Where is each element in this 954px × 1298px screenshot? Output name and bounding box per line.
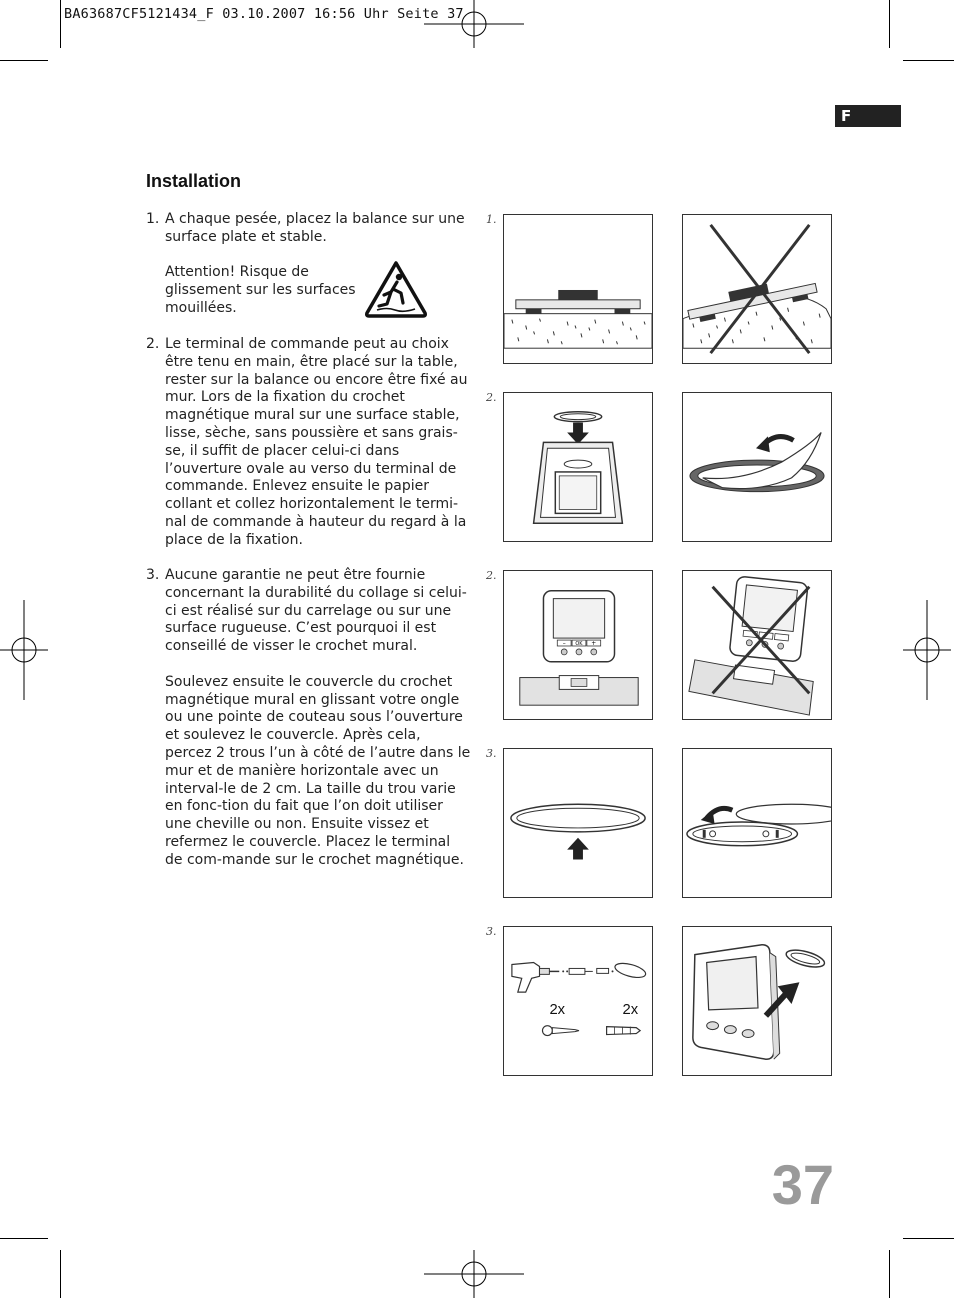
slippery-floor-warning-icon <box>363 259 429 319</box>
crop-mark <box>0 1238 48 1239</box>
step-paragraph: Le terminal de commande peut au choix être tenu en main, être placé sur la table, rester sur la balance ou encore être fixé au mur. Lors de la fixation du crochet magnétique mural sur une surface stable, lisse, sèche, sans poussière et sans grais-se, il suffit de placer celui-ci dans l’ouverture ovale au verso du terminal de commande. Enlevez ensuite le papier collant et collez horizontalement le termi-nal de commande à hauteur du regard à la place de la fixation. <box>165 336 468 548</box>
ok-key-label: OK <box>575 641 583 647</box>
figure-terminal-tilted <box>682 570 832 720</box>
figure-label: 3. <box>486 747 497 760</box>
figure-drill-screws <box>503 926 653 1076</box>
registration-mark-icon <box>424 0 524 48</box>
section-title: Installation <box>146 171 242 191</box>
crop-mark <box>0 60 48 61</box>
step-paragraph: A chaque pesée, placez la balance sur une surface plate et stable. <box>165 211 465 245</box>
figure-label: 3. <box>486 925 497 938</box>
figure-label: 1. <box>486 213 497 226</box>
plus-key-label: + <box>591 641 597 647</box>
warning-text: Attention! Risque de glissement sur les surfaces mouillées. <box>165 264 356 316</box>
print-header-line: BA63687CF5121434_F 03.10.2007 16:56 Uhr Seite 37 <box>64 6 464 22</box>
page-number: 37 <box>771 1153 834 1216</box>
crop-mark <box>889 1250 890 1298</box>
figure-peel-adhesive <box>682 392 832 542</box>
registration-mark-icon <box>0 600 48 700</box>
step-paragraph: Soulevez ensuite le couvercle du crochet magnétique mural en glissant votre ongle ou une pointe de couteau sous l’ouverture et soulevez le couvercle. Après cela, percez 2 trous l’un à côté de l’autre dans le mur et de manière horizontale avec un interval-le de 2 cm. La taille du trou varie en fonc-tion du fait que l’on doit utiliser une cheville ou non. Ensuite vissez et refermez le couvercle. Placez le terminal de com-mande sur le crochet magnétique. <box>165 673 471 868</box>
crop-mark <box>60 1250 61 1298</box>
screw-count: 2x <box>549 1001 566 1018</box>
step-paragraph: Aucune garantie ne peut être fournie concernant la durabilité du collage si celui-ci est réalisé sur du carrelage ou sur une surface rugueuse. C’est pourquoi il est conseillé de visser le crochet mural. <box>165 567 467 655</box>
step-number: 1. <box>146 211 160 227</box>
figure-terminal-mounted <box>682 926 832 1076</box>
anchor-count: 2x <box>622 1001 639 1018</box>
crop-mark <box>903 60 954 61</box>
step-number: 3. <box>146 567 160 583</box>
figure-scale-flat-surface <box>503 214 653 364</box>
figure-label: 2. <box>486 391 497 404</box>
minus-key-label: – <box>562 641 566 647</box>
figure-lift-cover <box>503 748 653 898</box>
step-number: 2. <box>146 336 160 352</box>
registration-mark-icon <box>903 600 951 700</box>
figure-label: 2. <box>486 569 497 582</box>
figure-hook-insert <box>503 392 653 542</box>
crop-mark <box>903 1238 954 1239</box>
crop-mark <box>60 0 61 48</box>
crop-mark <box>889 0 890 48</box>
figure-hook-base-holes <box>682 748 832 898</box>
figure-scale-uneven-surface <box>682 214 832 364</box>
language-tab: F <box>835 105 901 127</box>
figure-terminal-on-hook <box>503 570 653 720</box>
registration-mark-icon <box>424 1250 524 1298</box>
